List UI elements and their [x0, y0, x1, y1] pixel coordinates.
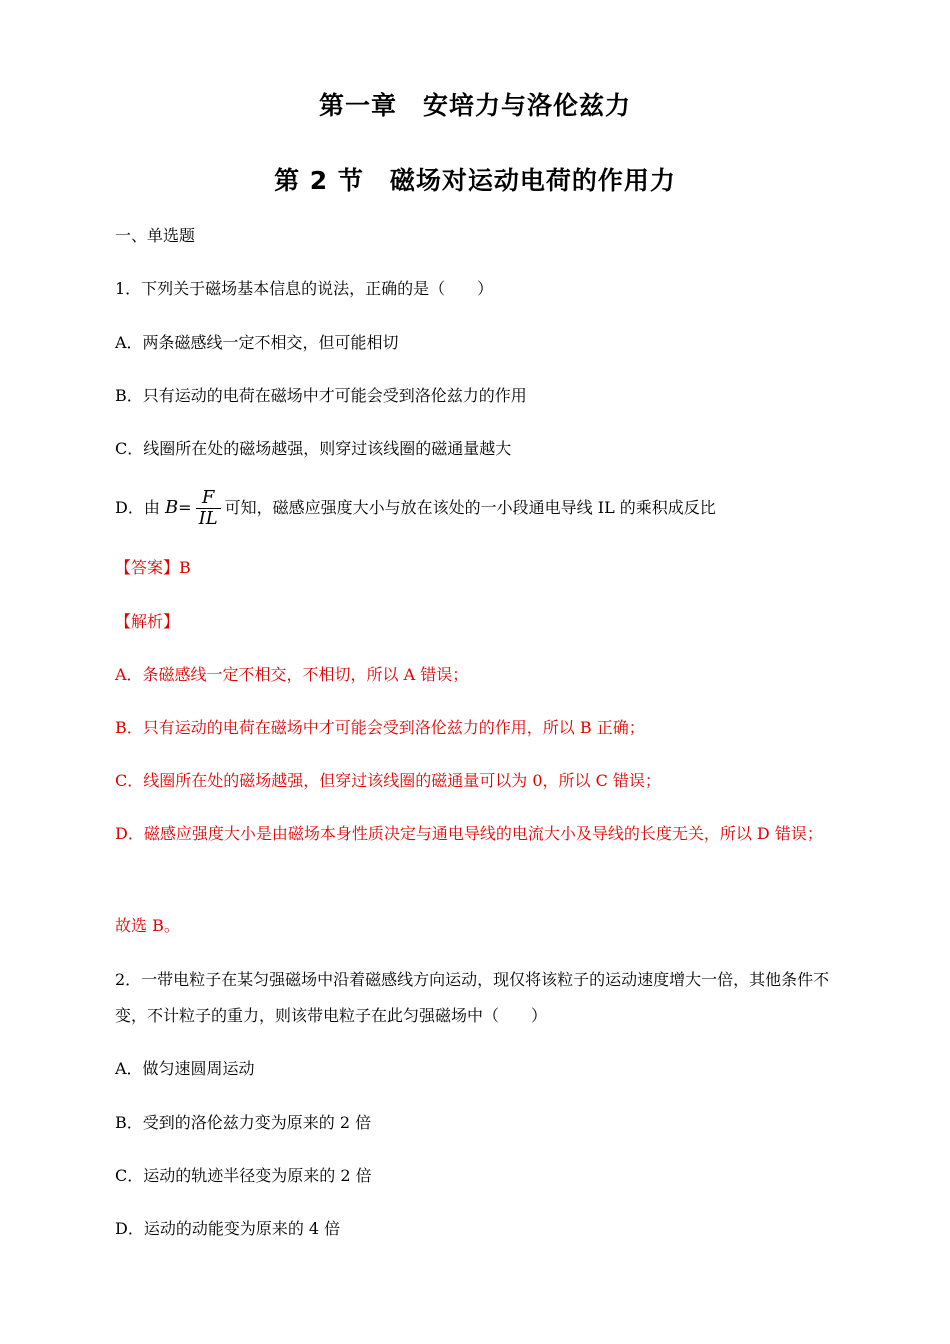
formula-denominator: IL — [198, 508, 218, 529]
question-1-stem: 1．下列关于磁场基本信息的说法，正确的是（ ） — [115, 279, 494, 298]
question-2-option-a: A．做匀速圆周运动 — [115, 1059, 255, 1078]
formula-fraction — [196, 488, 221, 529]
chapter-title: 第一章 安培力与洛伦兹力 — [318, 91, 631, 120]
analysis-conclusion: 故选 B。 — [115, 916, 180, 935]
formula-variable-b: B — [164, 497, 179, 518]
question-1-option-a: A．两条磁感线一定不相交，但可能相切 — [115, 333, 399, 352]
question-1-option-d — [115, 486, 830, 530]
option-d-suffix: 可知，磁感应强度大小与放在该处的一小段通电导线 IL 的乘积成反比 — [224, 498, 716, 517]
formula-numerator: F — [196, 488, 221, 509]
analysis-line-a: A．条磁感线一定不相交，不相切，所以 A 错误； — [115, 665, 469, 684]
option-d-prefix: D．由 — [115, 498, 160, 517]
formula-equals: = — [178, 498, 192, 517]
question-2-option-c: C．运动的轨迹半径变为原来的 2 倍 — [115, 1166, 372, 1185]
question-1-option-b: B．只有运动的电荷在磁场中才可能会受到洛伦兹力的作用 — [115, 386, 527, 405]
question-2-stem: 2．一带电粒子在某匀强磁场中沿着磁感线方向运动，现仅将该粒子的运动速度增大一倍，其他条件不变，不计粒子的重力，则该带电粒子在此匀强磁场中（ ） — [115, 970, 830, 1025]
question-1-option-c: C．线圈所在处的磁场越强，则穿过该线圈的磁通量越大 — [115, 439, 512, 458]
analysis-line-d: D．磁感应强度大小是由磁场本身性质决定与通电导线的电流大小及导线的长度无关，所以 D 错误； — [115, 824, 823, 843]
question-2-option-d: D．运动的动能变为原来的 4 倍 — [115, 1219, 341, 1238]
question-1-answer: 【答案】B — [115, 558, 191, 577]
section-type-heading: 一、单选题 — [115, 226, 196, 245]
analysis-line-c: C．线圈所在处的磁场越强，但穿过该线圈的磁通量可以为 0，所以 C 错误； — [115, 771, 661, 790]
section-title: 第 2 节 磁场对运动电荷的作用力 — [274, 166, 676, 195]
question-1-analysis-label: 【解析】 — [115, 612, 180, 631]
analysis-line-b: B．只有运动的电荷在磁场中才可能会受到洛伦兹力的作用，所以 B 正确； — [115, 718, 645, 737]
question-2-option-b: B．受到的洛伦兹力变为原来的 2 倍 — [115, 1113, 372, 1132]
